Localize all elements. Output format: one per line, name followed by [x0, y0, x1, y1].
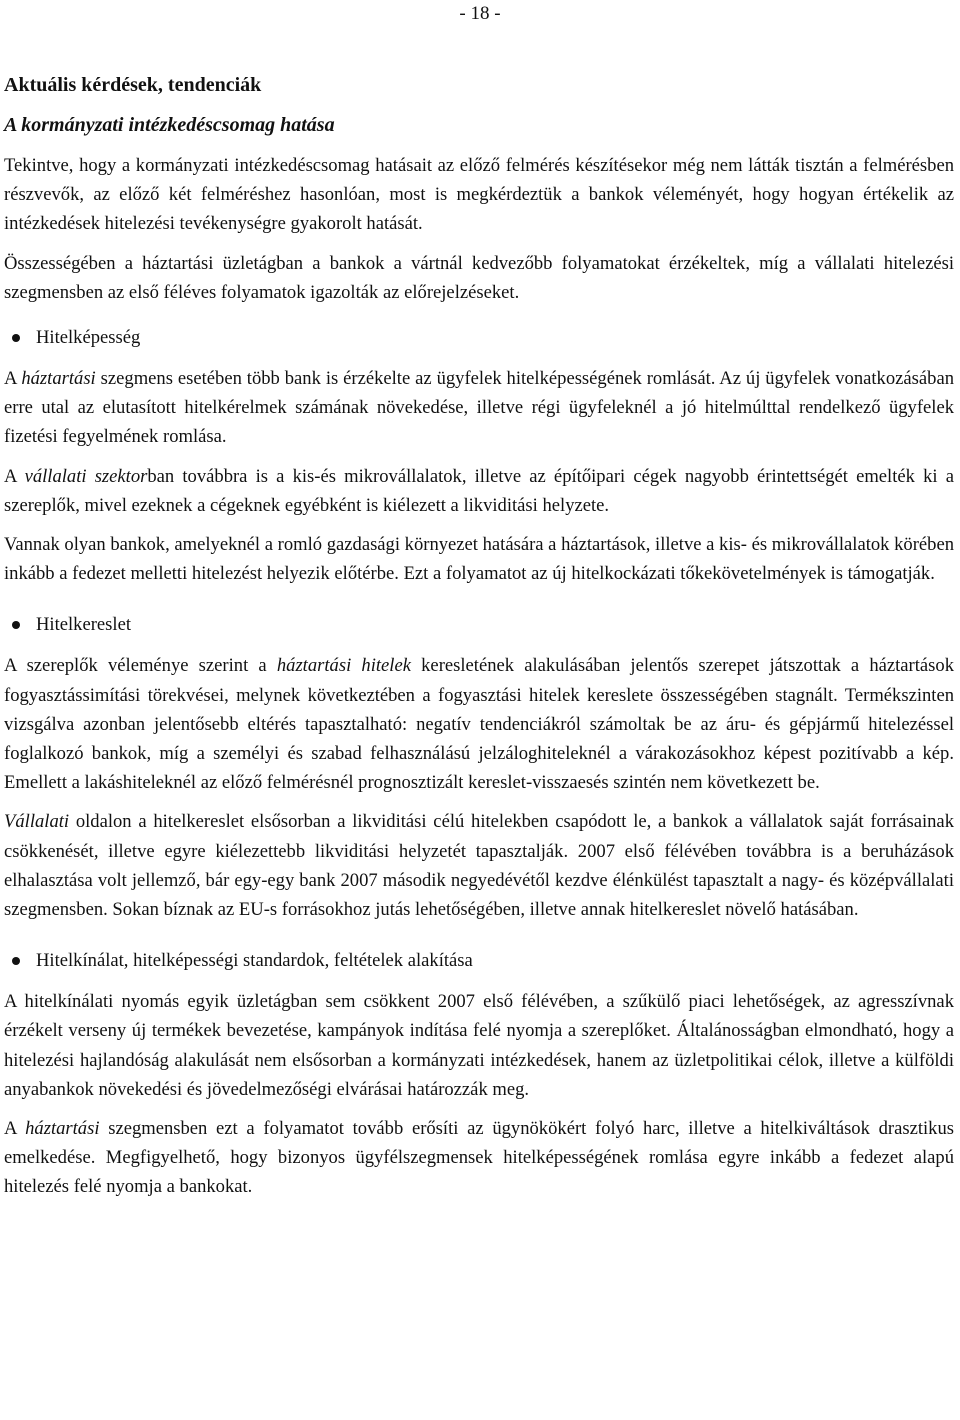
- emphasis: háztartási: [21, 368, 96, 390]
- emphasis: vállalati szektor: [24, 465, 148, 487]
- emphasis: Vállalati: [4, 811, 70, 833]
- paragraph-intro: Tekintve, hogy a kormányzati intézkedéscsomag hatásait az előző felmérés készítésekor még nem látták tisztán a felmérésben részvevők, az előző két felméréshez hasonlóan, most is megkérdeztük a bankok véleményét, hogy hogyan értékelik az intézkedések hitelezési tevékenységre gyakorolt hatását.: [4, 155, 954, 235]
- paragraph: [4, 651, 954, 797]
- paragraph: [4, 462, 954, 520]
- bullet-hitelkereslet: [4, 610, 954, 639]
- section-title: Aktuális kérdések, tendenciák: [4, 74, 262, 96]
- text-segment: oldalon a hitelkereslet elsősorban a likviditási célú hitelekben csapódott le, a bankok a vállalatok saját forrásainak csökkenését, illetve egyre kiélezettebb likviditási helyzetét tapasztalják. 2007 első félévében továbbra is a beruházások elhalasztása volt jellemző, bár egy-egy bank 2007 második negyedévétől kezdve élénkülést tapasztalt a nagy- és középvállalati szegmensben. Sokan bíznak az EU-s forrásokhoz jutás lehetőségében, illetve annak hitelkereslet növelő hatásában.: [4, 811, 954, 921]
- text-segment: A: [4, 1118, 26, 1140]
- bullet-label: Hitelkereslet: [36, 614, 131, 636]
- bullet-hitelkepesseg: [4, 323, 954, 352]
- paragraph: A hitelkínálati nyomás egyik üzletágban sem csökkent 2007 első félévében, a szűkülő piaci lehetőségek, az agresszívnak érzékelt verseny új termékek bevezetése, kampányok indítása felé nyomja a szereplőket. Általánosságban elmondható, hogy a hitelezési hajlandóság alakulását nem elsősorban a kormányzati intézkedések, hanem az üzletpolitikai célok, illetve a külföldi anyabankok növekedési és jövedelmezőségi elvárásai határozzák meg.: [4, 991, 954, 1100]
- text-segment: szegmensben ezt a folyamatot tovább erősíti az ügynökökért folyó harc, illetve a hitelkiváltások drasztikus emelkedése. Megfigyelhető, hogy bizonyos ügyfélszegmensek hitelképességének romlása egyre inkább a fedezet alapú hitelezés felé nyomja a bankokat.: [4, 1118, 954, 1198]
- bullet-label: Hitelkínálat, hitelképességi standardok, feltételek alakítása: [36, 950, 473, 972]
- page-content: [4, 72, 954, 1212]
- bullet-label: Hitelképesség: [36, 327, 141, 349]
- paragraph: Vannak olyan bankok, amelyeknél a romló gazdasági környezet hatására a háztartások, illetve a kis- és mikrovállalatok körében inkább a fedezet melletti hitelezést helyezik előtérbe. Ezt a folyamatot az új hitelkockázati tőkekövetelmények is támogatják.: [4, 534, 954, 585]
- text-segment: ban továbbra is a kis-és mikrovállalatok, illetve az építőipari cégek nagyobb érintettségét emelték ki a szereplők, mivel ezeknek a cégeknek egyébként is kiélezett a likviditási helyzete.: [4, 465, 954, 516]
- bullet-dot-icon: [12, 957, 20, 965]
- text-segment: A: [4, 465, 25, 487]
- text-segment: A: [4, 368, 22, 390]
- page-number: - 18 -: [459, 3, 501, 24]
- paragraph: [4, 364, 954, 452]
- emphasis: háztartási: [25, 1118, 100, 1140]
- paragraph-summary: Összességében a háztartási üzletágban a bankok a vártnál kedvezőbb folyamatokat érzékeltek, míg a vállalati hitelezési szegmensben az első féléves folyamatok igazolták az előrejelzéseket.: [4, 252, 954, 303]
- emphasis: háztartási hitelek: [276, 655, 411, 677]
- bullet-hitelkinalat: [4, 946, 954, 975]
- paragraph: [4, 1114, 954, 1202]
- text-segment: szegmens esetében több bank is érzékelte az ügyfelek hitelképességének romlását. Az új ügyfelek vonatkozásában erre utal az elutasított hitelkérelmek számának növekedése, illetve régi ügyfeleknél a jó hitelmúlttal rendelkező ügyfelek fizetési fegyelmének romlása.: [4, 368, 954, 448]
- text-segment: keresletének alakulásában jelentős szerepet játszottak a háztartások fogyasztássimítási törekvései, melynek következtében a fogyasztási hitelek kereslete összességében stagnált. Termékszinten vizsgálva azonban jelentősebb eltérés tapasztalható: negatív tendenciákról számoltak be az áru- és gépjármű hitelezéssel foglalkozó bankok, míg a személyi és szabad felhasználású jelzáloghiteleknél a várakozásokhoz képest pozitívabb a kép. Emellett a lakáshiteleknél az előző felmérésnél prognosztizált kereslet-visszaesés szintén nem következett be.: [4, 655, 954, 794]
- bullet-dot-icon: [12, 621, 20, 629]
- subsection-title: A kormányzati intézkedéscsomag hatása: [4, 114, 335, 136]
- paragraph: [4, 807, 954, 924]
- bullet-dot-icon: [12, 334, 20, 342]
- text-segment: A szereplők véleménye szerint a: [4, 655, 277, 677]
